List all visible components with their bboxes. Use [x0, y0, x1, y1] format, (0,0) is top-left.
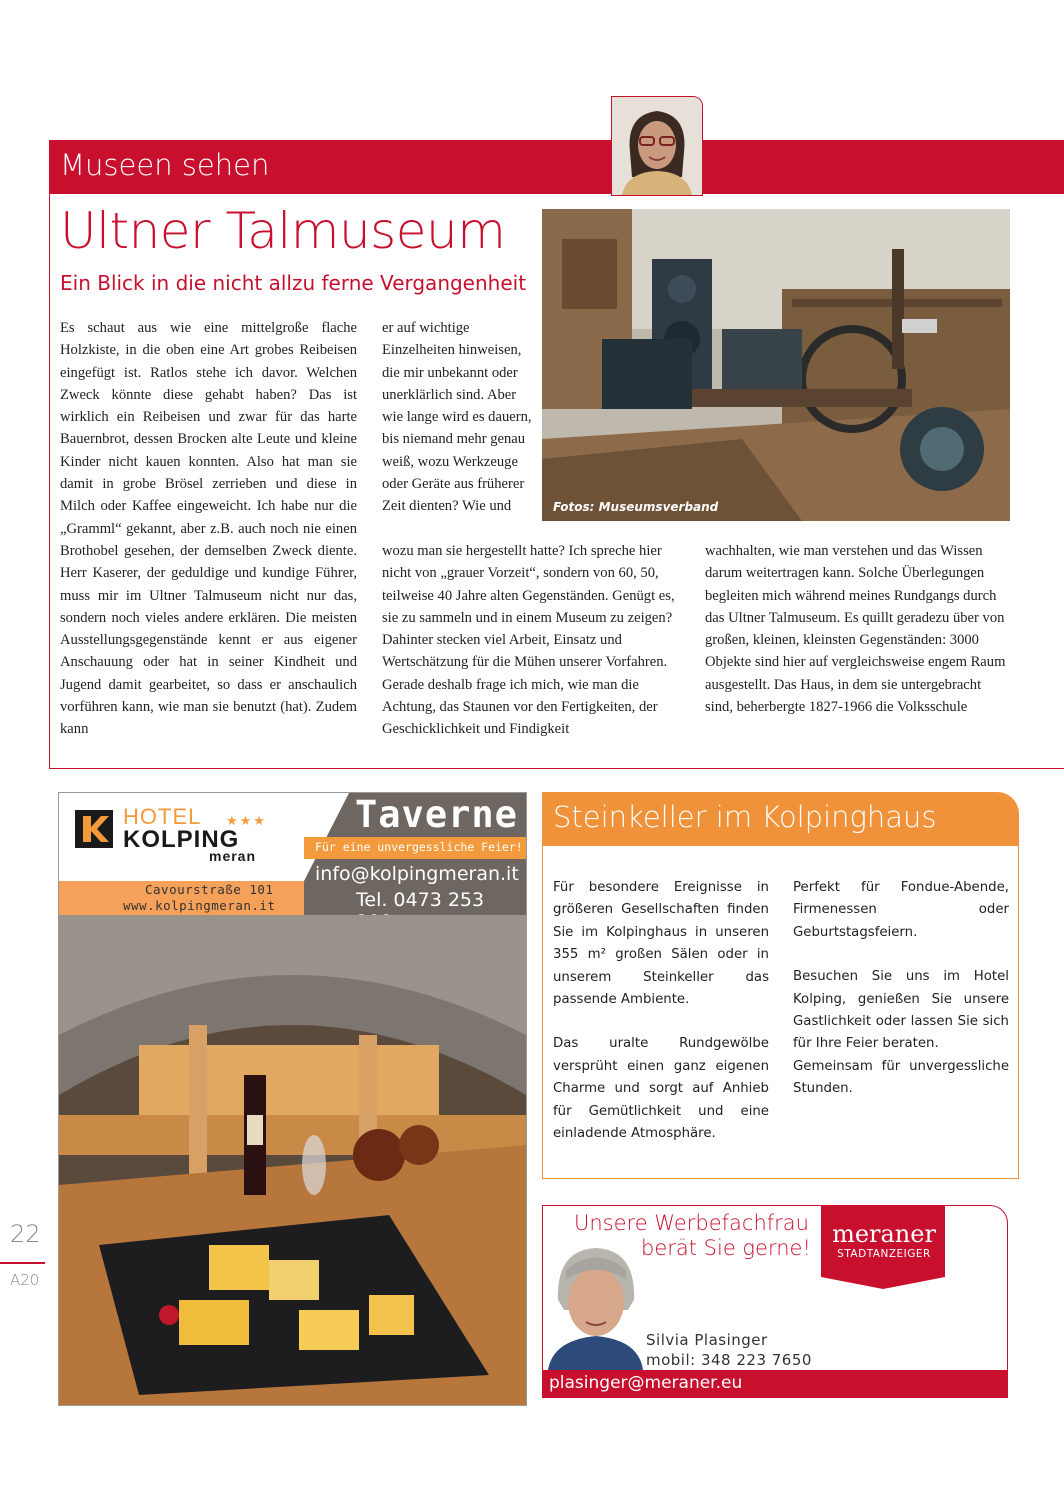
stone-cellar-photo	[59, 915, 526, 1405]
hotel-brand-name: KOLPING	[123, 826, 240, 853]
page-number: 22	[10, 1220, 41, 1248]
steinkeller-column-1	[553, 877, 769, 1145]
article-column-2-top: er auf wichtige Einzelheiten hinweisen, die mir unbekannt oder unerklärlich sind. Aber wie lange wird es dauern, bis niemand mehr genau weiß, wozu Werkzeuge oder Geräte aus früherer Zeit dienten? Wie und	[382, 320, 532, 515]
steinkeller-paragraph: Besuchen Sie uns im Hotel Kolping, genießen Sie unsere Gastlichkeit oder lassen Sie sich für Ihre Feier beraten.	[793, 969, 1009, 1052]
hotel-city: meran	[209, 848, 257, 864]
meraner-logo-wordmark: meraner	[832, 1220, 936, 1248]
steinkeller-paragraph: Das uralte Rundgewölbe versprüht einen ganz eigenen Charme und sorgt auf Anhieb für Gemütlichkeit und eine einladende Atmosphäre.	[553, 1036, 769, 1142]
author-portrait	[611, 96, 703, 196]
photo-caption: Fotos: Museumsverband	[553, 500, 719, 514]
hotel-kolping-ad[interactable]	[58, 792, 527, 1406]
article-column-2-bottom: wozu man sie hergestellt hatte? Ich spreche hier nicht von „grauer Vorzeit“, sondern von 60, 50, teilweise 40 Jahre alten Gegenständen. Genügt es, sie zu sammeln und in einem Museum zu zeigen? Dahinter stecken viel Arbeit, Einsatz und Wertschätzung für die Mühen unserer Vorfahren. Gerade deshalb frage ich mich, wie man die Achtung, das Staunen vor den Fertigkeiten, der Geschicklichkeit und Findigkeit	[382, 543, 675, 738]
hotel-street: Cavourstraße 101	[145, 882, 274, 897]
sales-heading-line-2: berät Sie gerne!	[641, 1236, 811, 1260]
steinkeller-column-2	[793, 877, 1009, 1101]
steinkeller-title: Steinkeller im Kolpinghaus	[553, 800, 937, 834]
steinkeller-paragraph: Gemeinsam für unvergessliche Stunden.	[793, 1058, 1009, 1097]
sales-contact-portrait	[548, 1240, 643, 1370]
sales-contact-phone[interactable]: mobil: 348 223 7650	[646, 1351, 812, 1369]
star-rating-icon: ★★★	[226, 813, 267, 828]
article-column-3: wachhalten, wie man verstehen und das Wissen darum weitertragen kann. Solche Überlegungen begleiten mich während meines Rundgangs durch das Ultner Talmuseum. Es quillt geradezu über von großen, kleinen, kleinsten Gegenständen: 3000 Objekte sind hier auf vergleichsweise engem Raum ausgestellt. Das Haus, in dem sie untergebracht sind, beherbergte 1827-1966 die Volksschule	[705, 543, 1006, 716]
meraner-logo-subtitle: STADTANZEIGER	[837, 1248, 931, 1260]
hotel-email[interactable]: info@kolpingmeran.it	[315, 863, 519, 885]
taverne-slogan: Für eine unvergessliche Feier!	[315, 840, 523, 854]
article-column-1: Es schaut aus wie eine mittelgroße flache Holzkiste, in die oben eine Art grobes Reibeisen eingefügt ist. Ratlos stehe ich davor. Welchen Zweck könnte diese gehabt haben? Das ist wirklich ein Reibeisen und zwar für das harte Bauernbrot, dessen Brocken alte Leute und kleine Kinder nicht kauen konnten. Also hat man sie damit in grobe Brösel zerrieben und diese in Milch oder Kaffee eingeweicht. Ich habe nur die „Gramml“ gekannt, aber z.B. auch noch nie einen Brothobel gesehen, der demselben Zweck diente. Herr Kaserer, der geduldige und kundige Führer, muss mir im Ultner Talmuseum nicht nur das, sondern noch vieles andere erklären. Die meisten Ausstellungsgegenstände kennt er aus eigener Anschauung oder hat in seiner Kindheit und Jugend damit gearbeitet, so dass er anschaulich vorführen kann, wie man sie benutzt (hat). Zudem kann	[60, 320, 357, 738]
hotel-website[interactable]: www.kolpingmeran.it	[123, 898, 276, 913]
page-number-rule	[0, 1262, 45, 1264]
sales-heading-line-1: Unsere Werbefachfrau	[574, 1211, 809, 1235]
museum-workshop-photo	[542, 209, 1010, 521]
article-headline: Ultner Talmuseum	[60, 202, 506, 260]
sales-contact-name: Silvia Plasinger	[646, 1331, 768, 1349]
article-subheadline: Ein Blick in die nicht allzu ferne Vergangenheit	[60, 271, 527, 295]
page-code: A20	[10, 1271, 40, 1289]
hotel-word: HOTEL	[123, 804, 202, 829]
taverne-title: Taverne	[355, 793, 518, 836]
section-label: Museen sehen	[60, 148, 270, 182]
steinkeller-paragraph: Für besondere Ereignisse in größeren Gesellschaften finden Sie im Kolpinghaus in unseren 355 m² großen Sälen oder in unserem Steinkeller das passende Ambiente.	[553, 880, 769, 1008]
hotel-phone[interactable]: Tel. 0473 253	[356, 889, 485, 911]
kolping-k-logo-icon	[75, 810, 113, 848]
steinkeller-paragraph: Perfekt für Fondue-Abende, Firmenessen oder Geburtstagsfeiern.	[793, 880, 1009, 940]
sales-contact-email[interactable]: plasinger@meraner.eu	[549, 1373, 743, 1393]
